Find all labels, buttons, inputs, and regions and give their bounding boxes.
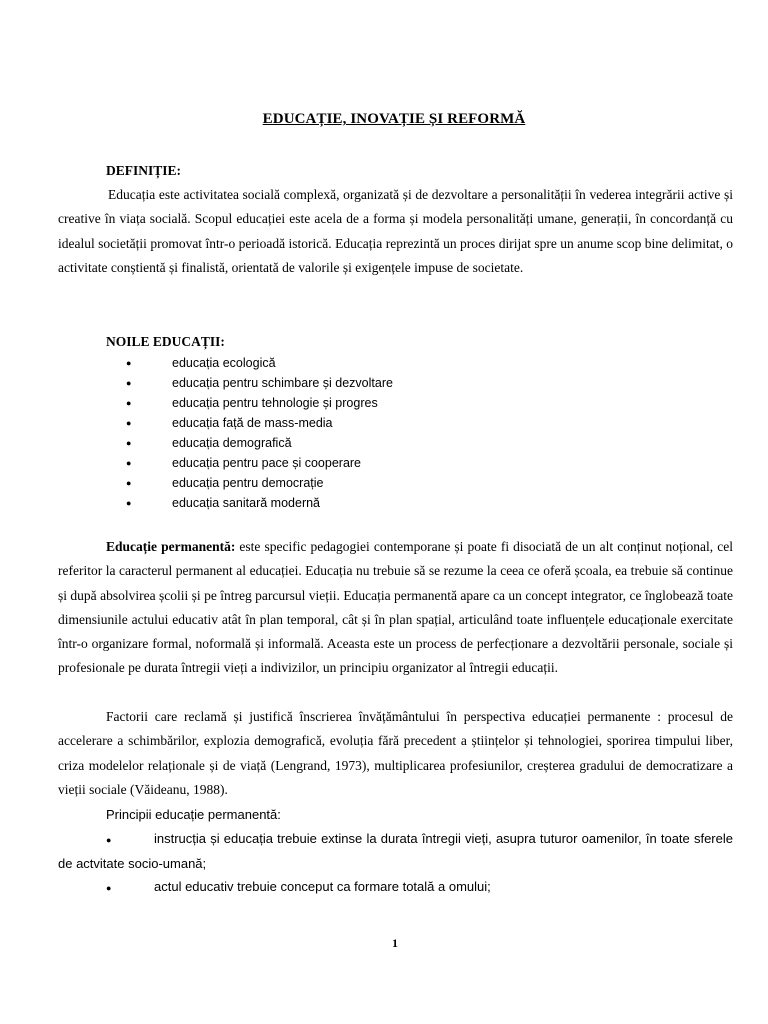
bullet-icon: ● — [126, 358, 132, 368]
principle-item: ● instrucția și educația trebuie extinse la durata întregii vieți, asupra tuturor oamenilor, în toate sferele de actvitate socio-umană; — [58, 827, 733, 877]
list-item: ● educația față de mass-media — [106, 413, 393, 433]
permanent-education-term: Educație permanentă: — [106, 539, 236, 554]
list-item: ● educația pentru tehnologie și progres — [106, 393, 393, 413]
bullet-icon: ● — [106, 883, 112, 893]
bullet-icon: ● — [126, 438, 132, 448]
bullet-icon: ● — [126, 378, 132, 388]
bullet-icon: ● — [126, 478, 132, 488]
permanent-education-paragraph — [58, 535, 733, 681]
permanent-education-text: este specific pedagogiei contemporane și poate fi disociată de un alt conținut noțional, cel referitor la caracterul permanent al educației. Educația nu trebuie să se rezume la ceea ce oferă școala, ea trebuie să continue și după absolvirea școlii și pe întreg parcursul vieții. Educația permanentă apare ca un concept integrator, ce înglobează toate dimensiunile actului educativ atât în plan temporal, cât și în plan spațial, articulând toate influențele educaționale exercitate într-o organizare formal, noformală și informală. Aceasta este un process de perfecționare a dezvoltării personale, sociale și profesionale pe durata întregii vieți a indivizilor, un principiu organizator al întregii educații. — [58, 539, 733, 676]
list-item: ● educația pentru pace și cooperare — [106, 453, 393, 473]
factors-paragraph: Factorii care reclamă și justifică înscrierea învățământului în perspectiva educației permanente : procesul de accelerare a schimbărilor, explozia demografică, evoluția fără precedent a științelor și tehnologiei, sporirea timpului liber, criza modelelor relaționale și de viață (Lengrand, 1973), multiplicarea profesiunilor, creșterea gradului de democratizare a vieții sociale (Văideanu, 1988). — [58, 709, 733, 797]
list-item: ● educația pentru democrație — [106, 473, 393, 493]
bullet-icon: ● — [126, 418, 132, 428]
principles-heading: Principii educație permanentă: — [106, 807, 281, 822]
list-item: ● educația sanitară modernă — [106, 493, 393, 513]
bullet-icon: ● — [126, 398, 132, 408]
new-education-heading: NOILE EDUCAȚII: — [106, 334, 225, 349]
bullet-icon: ● — [106, 835, 112, 845]
principle-item: ● actul educativ trebuie conceput ca formare totală a omului; — [58, 875, 733, 900]
list-item: ● educația ecologică — [106, 353, 393, 373]
list-item: ● educația pentru schimbare și dezvoltare — [106, 373, 393, 393]
bullet-icon: ● — [126, 458, 132, 468]
document-title: EDUCAȚIE, INOVAȚIE ȘI REFORMĂ — [262, 111, 526, 127]
bullet-icon: ● — [126, 498, 132, 508]
definition-heading: DEFINIȚIE: — [106, 163, 182, 178]
page-number: 1 — [392, 936, 398, 950]
definition-paragraph: Educația este activitatea socială complexă, organizată și de dezvoltare a personalității în vederea integrării active și creative în viața socială. Scopul educației este acela de a forma și modela personalități umane, generații, în concordanță cu idealul societății promovat într-o perioadă istorică. Educația reprezintă un proces dirijat spre un anume scop bine delimitat, o activitate conștientă și finalistă, orientată de valorile și exigențele impuse de societate. — [58, 187, 733, 275]
new-education-list — [106, 353, 393, 513]
list-item: ● educația demografică — [106, 433, 393, 453]
